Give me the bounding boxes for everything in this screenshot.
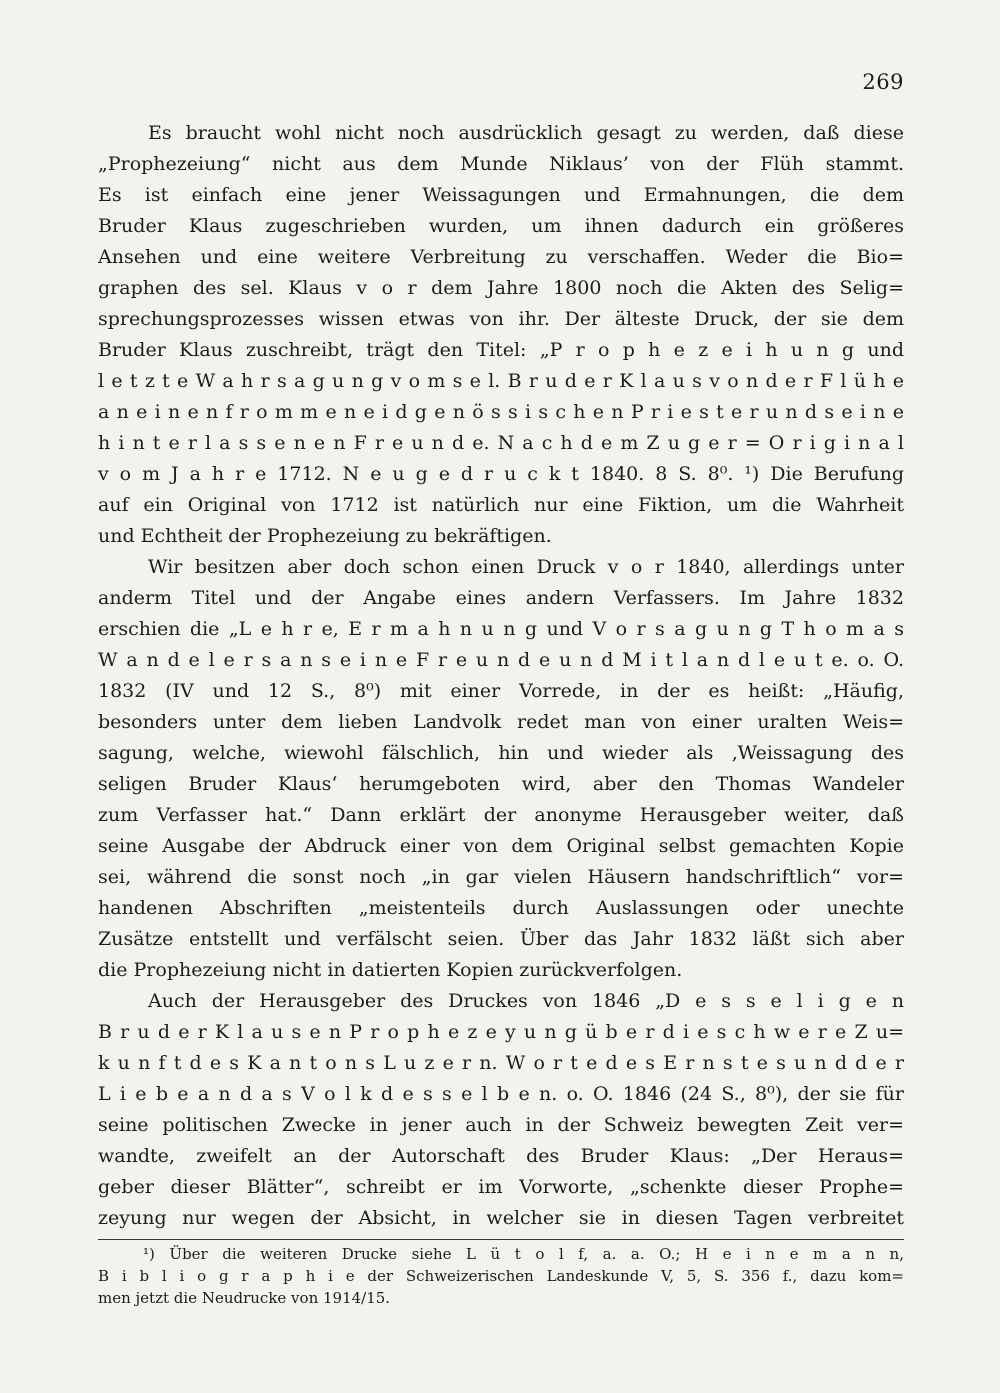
text-line: anderm Titel und der Angabe eines andern Verfassers. Im Jahre 1832 [98, 587, 904, 609]
text-line: Zusätze entstellt und verfälscht seien. Über das Jahr 1832 läßt sich aber [98, 928, 904, 950]
text-line: Bruder Klaus zugeschrieben wurden, um ihnen dadurch ein größeres [98, 215, 904, 237]
body-text [98, 118, 904, 1234]
text-line: „Prophezeiung“ nicht aus dem Munde Niklaus’ von der Flüh stammt. [98, 153, 904, 175]
text-line: handenen Abschriften „meistenteils durch Auslassungen oder unechte [98, 897, 904, 919]
text-line: sagung, welche, wiewohl fälschlich, hin und wieder als ‚Weissagung des [98, 742, 904, 764]
text-line: B r u d e r K l a u s e n P r o p h e z e y u n g ü b e r d i e s c h w e r e Z u= [98, 1021, 904, 1043]
text-line: zum Verfasser hat.“ Dann erklärt der anonyme Herausgeber weiter, daß [98, 804, 904, 826]
text-line: L i e b e a n d a s V o l k d e s s e l b e n. o. O. 1846 (24 S., 8⁰), der sie für [98, 1083, 904, 1105]
text-line: seine politischen Zwecke in jener auch in der Schweiz bewegten Zeit ver= [98, 1114, 904, 1136]
text-line: Wir besitzen aber doch schon einen Druck v o r 1840, allerdings unter [148, 556, 904, 578]
text-line: wandte, zweifelt an der Autorschaft des Bruder Klaus: „Der Heraus= [98, 1145, 904, 1167]
text-line: h i n t e r l a s s e n e n F r e u n d e. N a c h d e m Z u g e r = O r i g i n a l [98, 432, 904, 454]
text-line: sprechungsprozesses wissen etwas von ihr. Der älteste Druck, der sie dem [98, 308, 904, 330]
text-line: Es braucht wohl nicht noch ausdrücklich gesagt zu werden, daß diese [148, 122, 904, 144]
text-line: und Echtheit der Prophezeiung zu bekräftigen. [98, 525, 552, 547]
text-line: l e t z t e W a h r s a g u n g v o m s e l. B r u d e r K l a u s v o n d e r F l ü h e [98, 370, 904, 392]
text-line: seligen Bruder Klaus‘ herumgeboten wird, aber den Thomas Wandeler [98, 773, 904, 795]
text-line: Ansehen und eine weitere Verbreitung zu verschaffen. Weder die Bio= [98, 246, 904, 268]
footnotes [98, 1243, 904, 1309]
text-line: zeyung nur wegen der Absicht, in welcher sie in diesen Tagen verbreitet [98, 1207, 904, 1229]
text-line: geber dieser Blätter“, schreibt er im Vorworte, „schenkte dieser Prophe= [98, 1176, 904, 1198]
text-line: die Prophezeiung nicht in datierten Kopien zurückverfolgen. [98, 959, 683, 981]
footnote-line: B i b l i o g r a p h i e der Schweizerischen Landeskunde V, 5, S. 356 f., dazu kom= [98, 1267, 904, 1285]
text-line: sei, während die sonst noch „in gar vielen Häusern handschriftlich“ vor= [98, 866, 904, 888]
text-line: erschien die „L e h r e, E r m a h n u n g und V o r s a g u n g T h o m a s [98, 618, 904, 640]
text-line: k u n f t d e s K a n t o n s L u z e r n. W o r t e d e s E r n s t e s u n d d e r [98, 1052, 904, 1074]
text-line: W a n d e l e r s a n s e i n e F r e u n d e u n d M i t l a n d l e u t e. o. O. [98, 649, 904, 671]
text-line: graphen des sel. Klaus v o r dem Jahre 1800 noch die Akten des Selig= [98, 277, 904, 299]
text-line: Es ist einfach eine jener Weissagungen und Ermahnungen, die dem [98, 184, 904, 206]
footnote-line: ¹) Über die weiteren Drucke siehe L ü t o l f, a. a. O.; H e i n e m a n n, [143, 1245, 904, 1263]
text-line: seine Ausgabe der Abdruck einer von dem Original selbst gemachten Kopie [98, 835, 904, 857]
text-line: 1832 (IV und 12 S., 8⁰) mit einer Vorrede, in der es heißt: „Häufig, [98, 680, 904, 702]
text-line: auf ein Original von 1712 ist natürlich nur eine Fiktion, um die Wahrheit [98, 494, 904, 516]
text-line: Bruder Klaus zuschreibt, trägt den Titel: „P r o p h e z e i h u n g und [98, 339, 904, 361]
text-line: besonders unter dem lieben Landvolk redet man von einer uralten Weis= [98, 711, 904, 733]
footnote-divider [98, 1239, 904, 1240]
text-line: Auch der Herausgeber des Druckes von 1846 „D e s s e l i g e n [148, 990, 904, 1012]
text-line: a n e i n e n f r o m m e n e i d g e n ö s s i s c h e n P r i e s t e r u n d s e i n e [98, 401, 904, 423]
footnote-line: men jetzt die Neudrucke von 1914/15. [98, 1289, 391, 1307]
text-line: v o m J a h r e 1712. N e u g e d r u c k t 1840. 8 S. 8⁰. ¹) Die Berufung [98, 463, 904, 485]
page-number: 269 [862, 70, 904, 94]
